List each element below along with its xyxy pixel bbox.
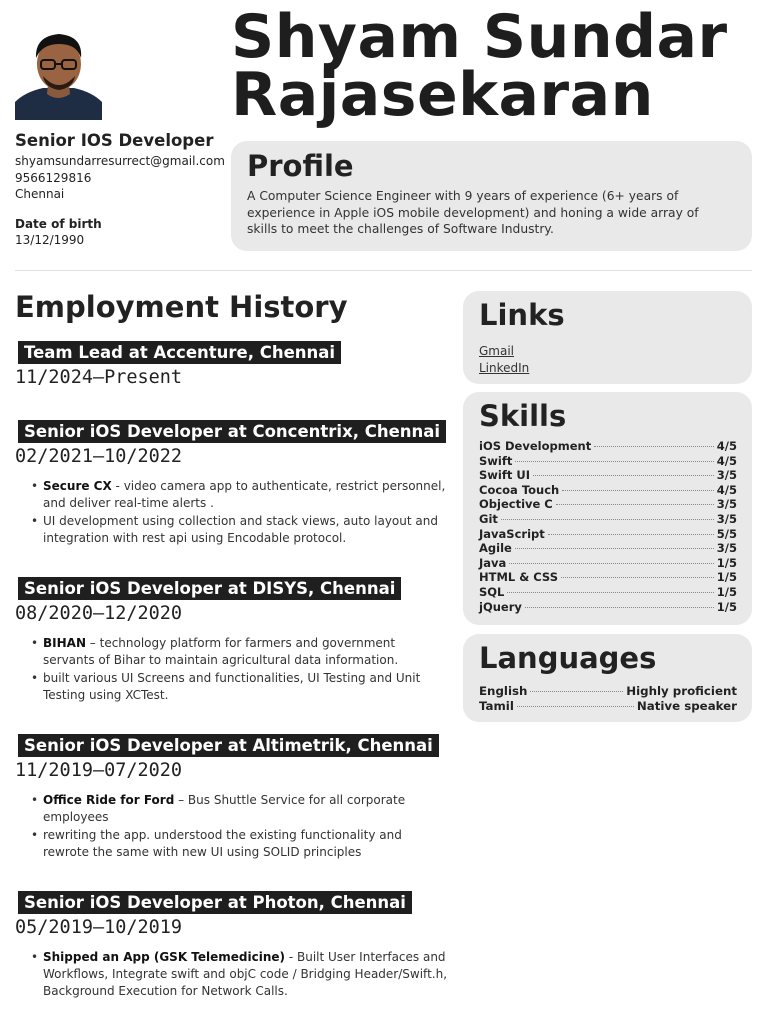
full-name bbox=[231, 2, 761, 130]
bullet-text: – technology platform for farmers and government servants of Bihar to maintain agricultural data information. bbox=[43, 636, 399, 667]
dob-value: 13/12/1990 bbox=[15, 233, 85, 247]
job-bullet bbox=[33, 635, 447, 669]
job-bullets bbox=[15, 949, 447, 1000]
skill-name: Java bbox=[479, 555, 507, 570]
contact-block bbox=[15, 130, 225, 249]
dot-leader bbox=[501, 519, 714, 520]
skill-name: Objective C bbox=[479, 497, 553, 512]
skill-item bbox=[479, 600, 737, 615]
dot-leader bbox=[533, 475, 714, 476]
skill-level: 1/5 bbox=[716, 555, 737, 570]
skill-item bbox=[479, 556, 737, 571]
languages-section bbox=[463, 634, 752, 722]
dot-leader bbox=[515, 461, 713, 462]
dot-leader bbox=[517, 706, 634, 707]
skill-item bbox=[479, 497, 737, 512]
bullet-text: built various UI Screens and functionalities, UI Testing and Unit Testing using XCTest. bbox=[43, 671, 421, 702]
gmail-link[interactable]: Gmail bbox=[479, 344, 515, 358]
skill-name: Git bbox=[479, 511, 498, 526]
job-title: Senior iOS Developer at Concentrix, Chennai bbox=[18, 420, 446, 443]
job-bullet bbox=[33, 670, 447, 704]
language-name: Tamil bbox=[479, 699, 514, 713]
skill-item bbox=[479, 527, 737, 542]
city: Chennai bbox=[15, 187, 65, 201]
links-section bbox=[463, 291, 752, 384]
skill-item bbox=[479, 454, 737, 469]
job-bullet bbox=[33, 792, 447, 826]
language-level: Native speaker bbox=[636, 699, 737, 713]
linkedin-link[interactable]: LinkedIn bbox=[479, 361, 530, 375]
job-bullet bbox=[33, 513, 447, 547]
languages-heading: Languages bbox=[479, 641, 657, 675]
job-title: Team Lead at Accenture, Chennai bbox=[18, 341, 341, 364]
skill-level: 4/5 bbox=[716, 439, 737, 453]
bullet-bold: BIHAN bbox=[43, 636, 86, 650]
dot-leader bbox=[548, 534, 714, 535]
skill-level: 4/5 bbox=[716, 482, 737, 497]
skill-name: Cocoa Touch bbox=[479, 482, 560, 497]
dot-leader bbox=[515, 548, 714, 549]
links-heading: Links bbox=[479, 298, 565, 332]
skill-item bbox=[479, 585, 737, 600]
name-line-1: Shyam Sundar bbox=[231, 2, 728, 72]
skill-item bbox=[479, 439, 737, 454]
job-dates: 11/2024—Present bbox=[15, 367, 183, 388]
skills-section bbox=[463, 392, 752, 625]
skill-item bbox=[479, 512, 737, 527]
skill-item bbox=[479, 483, 737, 498]
skills-heading: Skills bbox=[479, 399, 567, 433]
profile-heading: Profile bbox=[247, 149, 354, 183]
dot-leader bbox=[509, 563, 713, 564]
dot-leader bbox=[561, 577, 714, 578]
job-title: Senior iOS Developer at Altimetrik, Chennai bbox=[18, 734, 439, 757]
dot-leader bbox=[556, 504, 714, 505]
language-item bbox=[479, 684, 737, 699]
employment-heading: Employment History bbox=[15, 290, 348, 324]
bullet-bold: Shipped an App (GSK Telemedicine) bbox=[43, 950, 286, 964]
dot-leader bbox=[507, 592, 713, 593]
skill-name: Agile bbox=[479, 541, 512, 556]
divider bbox=[15, 270, 752, 271]
job-entry bbox=[15, 577, 447, 704]
job-bullets bbox=[15, 478, 447, 547]
skill-name: Swift bbox=[479, 453, 513, 468]
job-dates: 02/2021—10/2022 bbox=[15, 446, 183, 467]
name-line-2: Rajasekaran bbox=[231, 60, 654, 130]
job-bullets bbox=[15, 635, 447, 704]
bullet-text: - Built User Interfaces and Workflows, Integrate swift and objC code / Bridging Header/Swift.h, Background Execution for Network Calls. bbox=[43, 950, 448, 998]
skill-name: Swift UI bbox=[479, 468, 530, 483]
skill-level: 3/5 bbox=[716, 511, 737, 526]
languages-list bbox=[479, 684, 737, 714]
skill-item bbox=[479, 468, 737, 483]
skill-level: 3/5 bbox=[716, 541, 737, 556]
skills-list bbox=[479, 439, 737, 614]
skill-name: iOS Development bbox=[479, 439, 592, 453]
skill-name: jQuery bbox=[479, 599, 522, 614]
skill-item bbox=[479, 541, 737, 556]
job-entry bbox=[15, 734, 447, 861]
job-bullet bbox=[33, 827, 447, 861]
skill-level: 3/5 bbox=[716, 468, 737, 483]
job-dates: 05/2019—10/2019 bbox=[15, 917, 183, 938]
bullet-text: – Bus Shuttle Service for all corporate employees bbox=[43, 793, 406, 824]
language-name: English bbox=[479, 684, 528, 698]
skill-name: JavaScript bbox=[479, 526, 545, 541]
job-entry bbox=[15, 891, 447, 1000]
dot-leader bbox=[530, 691, 623, 692]
phone: 9566129816 bbox=[15, 170, 92, 185]
skill-item bbox=[479, 570, 737, 585]
language-level: Highly proficient bbox=[626, 684, 737, 698]
bullet-text: UI development using collection and stack views, auto layout and integration with rest api using Encodable protocol. bbox=[43, 514, 438, 545]
bullet-text: rewriting the app. understood the existing functionality and rewrote the same with new UI using SOLID principles bbox=[43, 828, 402, 859]
profile-text: A Computer Science Engineer with 9 years of experience (6+ years of experience in Apple iOS mobile development) and honing a wide array of skills to meet the challenges of Software Industry. bbox=[247, 189, 699, 237]
skill-level: 1/5 bbox=[716, 599, 737, 614]
job-dates: 08/2020—12/2020 bbox=[15, 603, 183, 624]
job-dates: 11/2019—07/2020 bbox=[15, 760, 183, 781]
skill-level: 1/5 bbox=[716, 570, 737, 585]
skill-level: 3/5 bbox=[716, 497, 737, 512]
job-bullet bbox=[33, 478, 447, 512]
skill-level: 5/5 bbox=[716, 526, 737, 541]
bullet-bold: Office Ride for Ford bbox=[43, 793, 175, 807]
job-title: Senior iOS Developer at DISYS, Chennai bbox=[18, 577, 401, 600]
dot-leader bbox=[594, 446, 714, 447]
profile-photo bbox=[15, 22, 102, 120]
bullet-bold: Secure CX bbox=[43, 479, 112, 493]
dob-label: Date of birth bbox=[15, 216, 102, 231]
employment-section bbox=[15, 288, 447, 1024]
job-title: Senior iOS Developer at Photon, Chennai bbox=[18, 891, 412, 914]
language-item bbox=[479, 699, 737, 714]
bullet-text: - video camera app to authenticate, restrict personnel, and deliver real-time alerts . bbox=[43, 479, 446, 510]
skill-name: SQL bbox=[479, 584, 505, 599]
job-bullet bbox=[33, 949, 447, 1000]
dot-leader bbox=[562, 490, 714, 491]
job-role: Senior IOS Developer bbox=[15, 131, 214, 150]
dot-leader bbox=[525, 607, 714, 608]
profile-section bbox=[231, 141, 752, 251]
job-entry bbox=[15, 420, 447, 547]
job-bullets bbox=[15, 792, 447, 861]
skill-name: HTML & CSS bbox=[479, 570, 558, 585]
skill-level: 1/5 bbox=[716, 584, 737, 599]
skill-level: 4/5 bbox=[716, 453, 737, 468]
email: shyamsundarresurrect@gmail.com bbox=[15, 154, 225, 168]
job-entry bbox=[15, 341, 447, 390]
